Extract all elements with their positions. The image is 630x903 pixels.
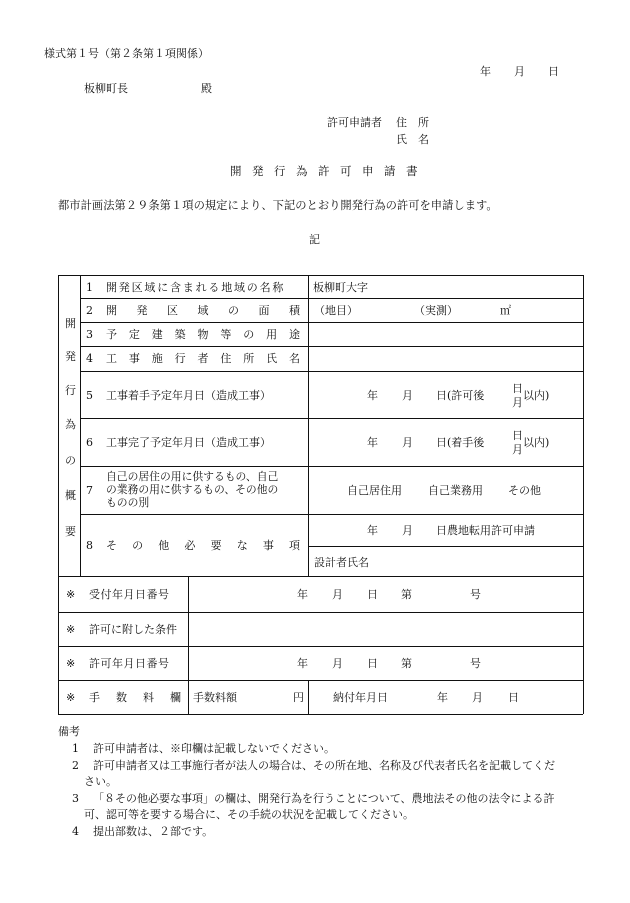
row2-chimoku: （地目） (314, 304, 358, 317)
uketsuke-month: 月 (332, 588, 343, 601)
row8-number: 8 (86, 539, 93, 552)
row5-month: 月 (402, 389, 413, 402)
joken-mark: ※ (66, 623, 76, 636)
note-2-line1: 許可申請者又は工事施行者が法人の場合は、その所在地、名称及び代表者氏名を記載してくだ (93, 759, 555, 772)
header-date-month: 月 (514, 65, 525, 78)
form-number: 様式第１号（第２条第１項関係） (44, 47, 209, 60)
uketsuke-mark: ※ (66, 588, 76, 601)
note-3-line2: 可、認可等を要する場合に、その手続の状況を記載してください。 (84, 808, 414, 821)
row7-option-other: その他 (508, 484, 541, 497)
row5-stack-top: 日 (512, 382, 523, 395)
tesuryo-month: 月 (472, 691, 483, 704)
row7-number: 7 (86, 484, 93, 497)
tesuryo-year: 年 (437, 691, 448, 704)
row4-number: 4 (86, 352, 93, 365)
row8-label: そ の 他 必 要 な 事 項 (106, 539, 300, 552)
side-label-5: の (65, 454, 76, 467)
row8-day-suffix: 日農地転用許可申請 (436, 524, 535, 537)
row6-day-after: 日(着手後 (436, 436, 485, 449)
document-title: 開発行為許可申請書 (230, 164, 428, 178)
kyoka-go: 号 (470, 657, 481, 670)
side-label-7: 要 (65, 525, 76, 538)
note-4-number: 4 (72, 825, 79, 838)
row5-label: 工事着手予定年月日（造成工事） (106, 389, 271, 402)
row8-designer: 設計者氏名 (314, 556, 369, 569)
row6-suffix: 以内) (523, 436, 550, 449)
kyoka-day: 日 (367, 657, 378, 670)
row7-label-line1: 自己の居住の用に供するもの、自己 (106, 470, 279, 483)
kyoka-label: 許可年月日番号 (89, 657, 170, 670)
name-label: 氏 名 (396, 133, 429, 146)
uketsuke-dai: 第 (401, 588, 412, 601)
tesuryo-label: 手 数 料 欄 (89, 691, 181, 704)
tesuryo-amount-label: 手数料額 (193, 691, 237, 704)
side-label-3: 行 (65, 384, 76, 397)
kyoka-mark: ※ (66, 657, 76, 670)
row4-label: 工 事 施 行 者 住 所 氏 名 (106, 352, 300, 365)
row6-year: 年 (367, 436, 378, 449)
row1-label: 開発区域に含まれる地域の名称 (106, 281, 286, 294)
row7-option-business: 自己業務用 (428, 484, 483, 497)
row7-label-line2: の業務の用に供するもの、その他の (106, 483, 279, 496)
address-label: 住 所 (396, 116, 429, 129)
row3-number: 3 (86, 328, 93, 341)
row2-jissoku: （実測） (414, 304, 458, 317)
header-date-year: 年 (480, 65, 491, 78)
ki-label: 記 (309, 233, 320, 246)
addressee: 板柳町長 (84, 82, 128, 95)
row6-month: 月 (402, 436, 413, 449)
row7-label-line3: ものの別 (106, 496, 150, 509)
kyoka-month: 月 (332, 657, 343, 670)
row7-option-residence: 自己居住用 (347, 484, 402, 497)
row6-stack-bottom: 月 (512, 443, 523, 456)
note-2-number: 2 (72, 759, 79, 772)
uketsuke-label: 受付年月日番号 (89, 588, 170, 601)
row8-month: 月 (402, 524, 413, 537)
side-label-4: 為 (65, 418, 76, 431)
row6-number: 6 (86, 436, 93, 449)
joken-label: 許可に附した条件 (89, 623, 177, 636)
row5-day-after: 日(許可後 (436, 389, 485, 402)
honorific: 殿 (201, 82, 212, 95)
note-3-number: 3 (72, 792, 79, 805)
row2-label: 開 発 区 域 の 面 積 (106, 304, 300, 317)
row1-number: 1 (86, 281, 93, 294)
kyoka-dai: 第 (401, 657, 412, 670)
side-label-1: 開 (65, 317, 76, 330)
side-label-6: 概 (65, 489, 76, 502)
uketsuke-go: 号 (470, 588, 481, 601)
row6-stack-top: 日 (512, 429, 523, 442)
uketsuke-day: 日 (367, 588, 378, 601)
tesuryo-paid-label: 納付年月日 (333, 691, 388, 704)
row2-unit: ㎡ (500, 304, 511, 317)
header-date-day: 日 (548, 65, 559, 78)
note-1-line1: 許可申請者は、※印欄は記載しないでください。 (93, 742, 335, 755)
tesuryo-yen: 円 (293, 691, 304, 704)
tesuryo-mark: ※ (66, 691, 76, 704)
row8-year: 年 (367, 524, 378, 537)
notes-heading: 備考 (58, 725, 80, 738)
kyoka-year: 年 (297, 657, 308, 670)
uketsuke-year: 年 (297, 588, 308, 601)
intro-text: 都市計画法第２９条第１項の規定により、下記のとおり開発行為の許可を申請します。 (58, 199, 498, 212)
tesuryo-day: 日 (508, 691, 519, 704)
side-label-2: 発 (65, 350, 76, 363)
row3-label: 予 定 建 築 物 等 の 用 途 (106, 328, 300, 341)
note-4-line1: 提出部数は、２部です。 (93, 825, 214, 838)
applicant-label: 許可申請者 (327, 116, 382, 129)
note-3-line1: 「８その他必要な事項」の欄は、開発行為を行うことについて、農地法その他の法令による許 (93, 792, 555, 805)
row5-stack-bottom: 月 (512, 396, 523, 409)
row5-number: 5 (86, 389, 93, 402)
note-2-line2: さい。 (84, 775, 117, 788)
row5-suffix: 以内) (523, 389, 550, 402)
row2-number: 2 (86, 304, 93, 317)
row6-label: 工事完了予定年月日（造成工事） (106, 436, 271, 449)
row5-year: 年 (367, 389, 378, 402)
row1-value: 板柳町大字 (313, 281, 368, 294)
note-1-number: 1 (72, 742, 79, 755)
